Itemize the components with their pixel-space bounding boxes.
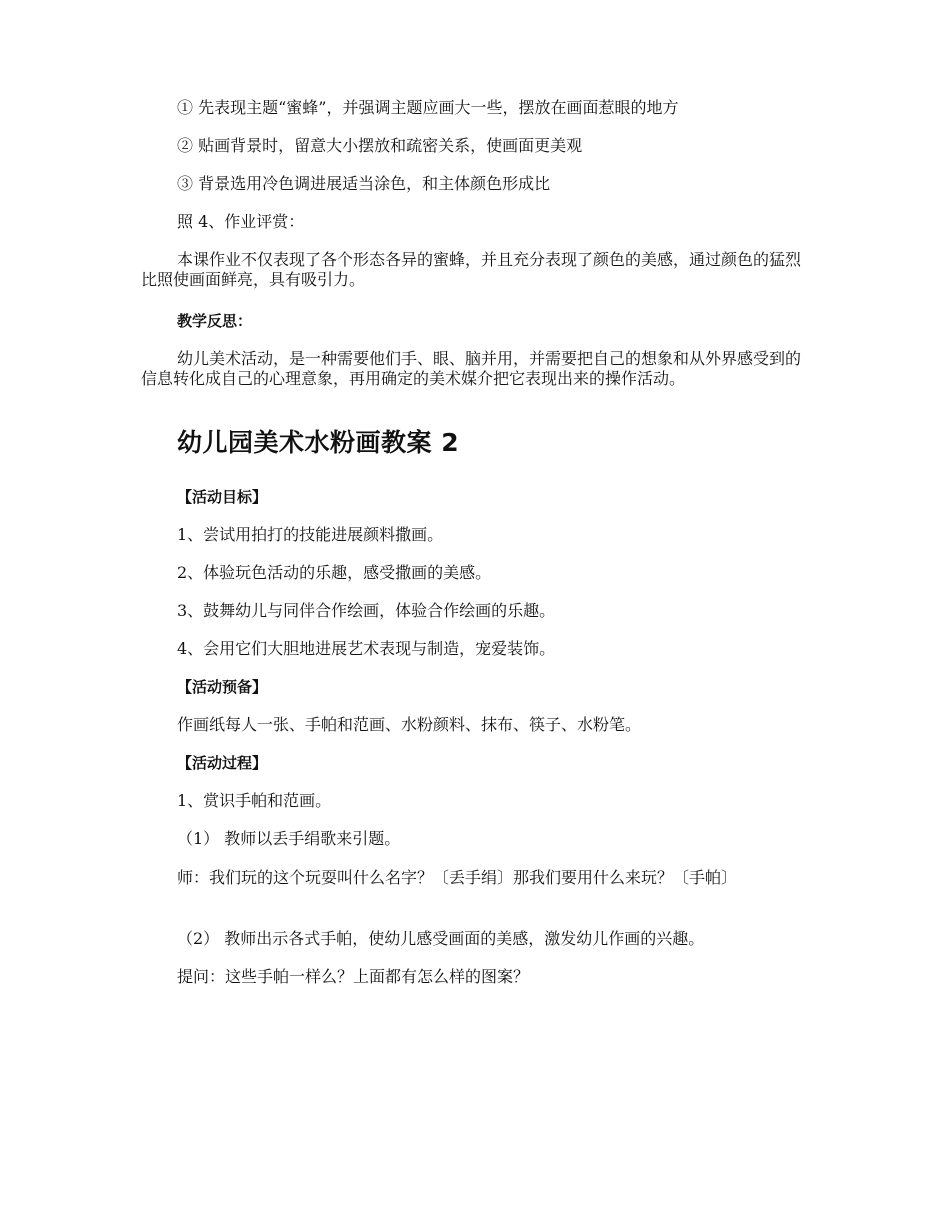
list-item: （2） 教师出示各式手帕，使幼儿感受画面的美感，激发幼儿作画的兴趣。 (177, 929, 705, 948)
paragraph: 幼儿美术活动，是一种需要他们手、眼、脑并用，并需要把自己的想象和从外界感受到的信息转化成自己的心理意象，再用确定的美术媒介把它表现出来的操作活动。 (141, 349, 802, 388)
list-item: 1、尝试用拍打的技能进展颜料撒画。 (177, 525, 444, 544)
page-title: 幼儿园美术水粉画教案 2 (177, 428, 460, 457)
list-item: （1） 教师以丢手绢歌来引题。 (177, 829, 401, 848)
section-heading: 教学反思： (177, 312, 253, 330)
list-item: 1、赏识手帕和范画。 (177, 791, 332, 810)
list-item: 照 4、作业评赏： (177, 212, 305, 231)
list-item: 3、鼓舞幼儿与同伴合作绘画，体验合作绘画的乐趣。 (177, 601, 556, 620)
section-heading: 【活动目标】 (177, 488, 268, 506)
list-item: ② 贴画背景时，留意大小摆放和疏密关系，使画面更美观 (177, 136, 583, 155)
list-item: 4、会用它们大胆地进展艺术表现与制造，宠爱装饰。 (177, 639, 556, 658)
paragraph: 本课作业不仅表现了各个形态各异的蜜蜂，并且充分表现了颜色的美感，通过颜色的猛烈比照使画面鲜亮，具有吸引力。 (141, 250, 802, 289)
list-item: 提问：这些手帕一样么？上面都有怎么样的图案？ (177, 967, 530, 986)
list-item: 2、体验玩色活动的乐趣，感受撒画的美感。 (177, 563, 492, 582)
list-item: ① 先表现主题“蜜蜂”，并强调主题应画大一些，摆放在画面惹眼的地方 (177, 98, 679, 117)
paragraph: 师：我们玩的这个玩耍叫什么名字？〔丢手绢〕那我们要用什么来玩？〔手帕〕 (177, 868, 738, 887)
list-item: ③ 背景选用冷色调进展适当涂色，和主体颜色形成比 (177, 174, 551, 193)
paragraph: 作画纸每人一张、手帕和范画、水粉颜料、抹布、筷子、水粉笔。 (177, 715, 642, 734)
section-heading: 【活动预备】 (177, 678, 268, 696)
section-heading: 【活动过程】 (177, 754, 268, 772)
